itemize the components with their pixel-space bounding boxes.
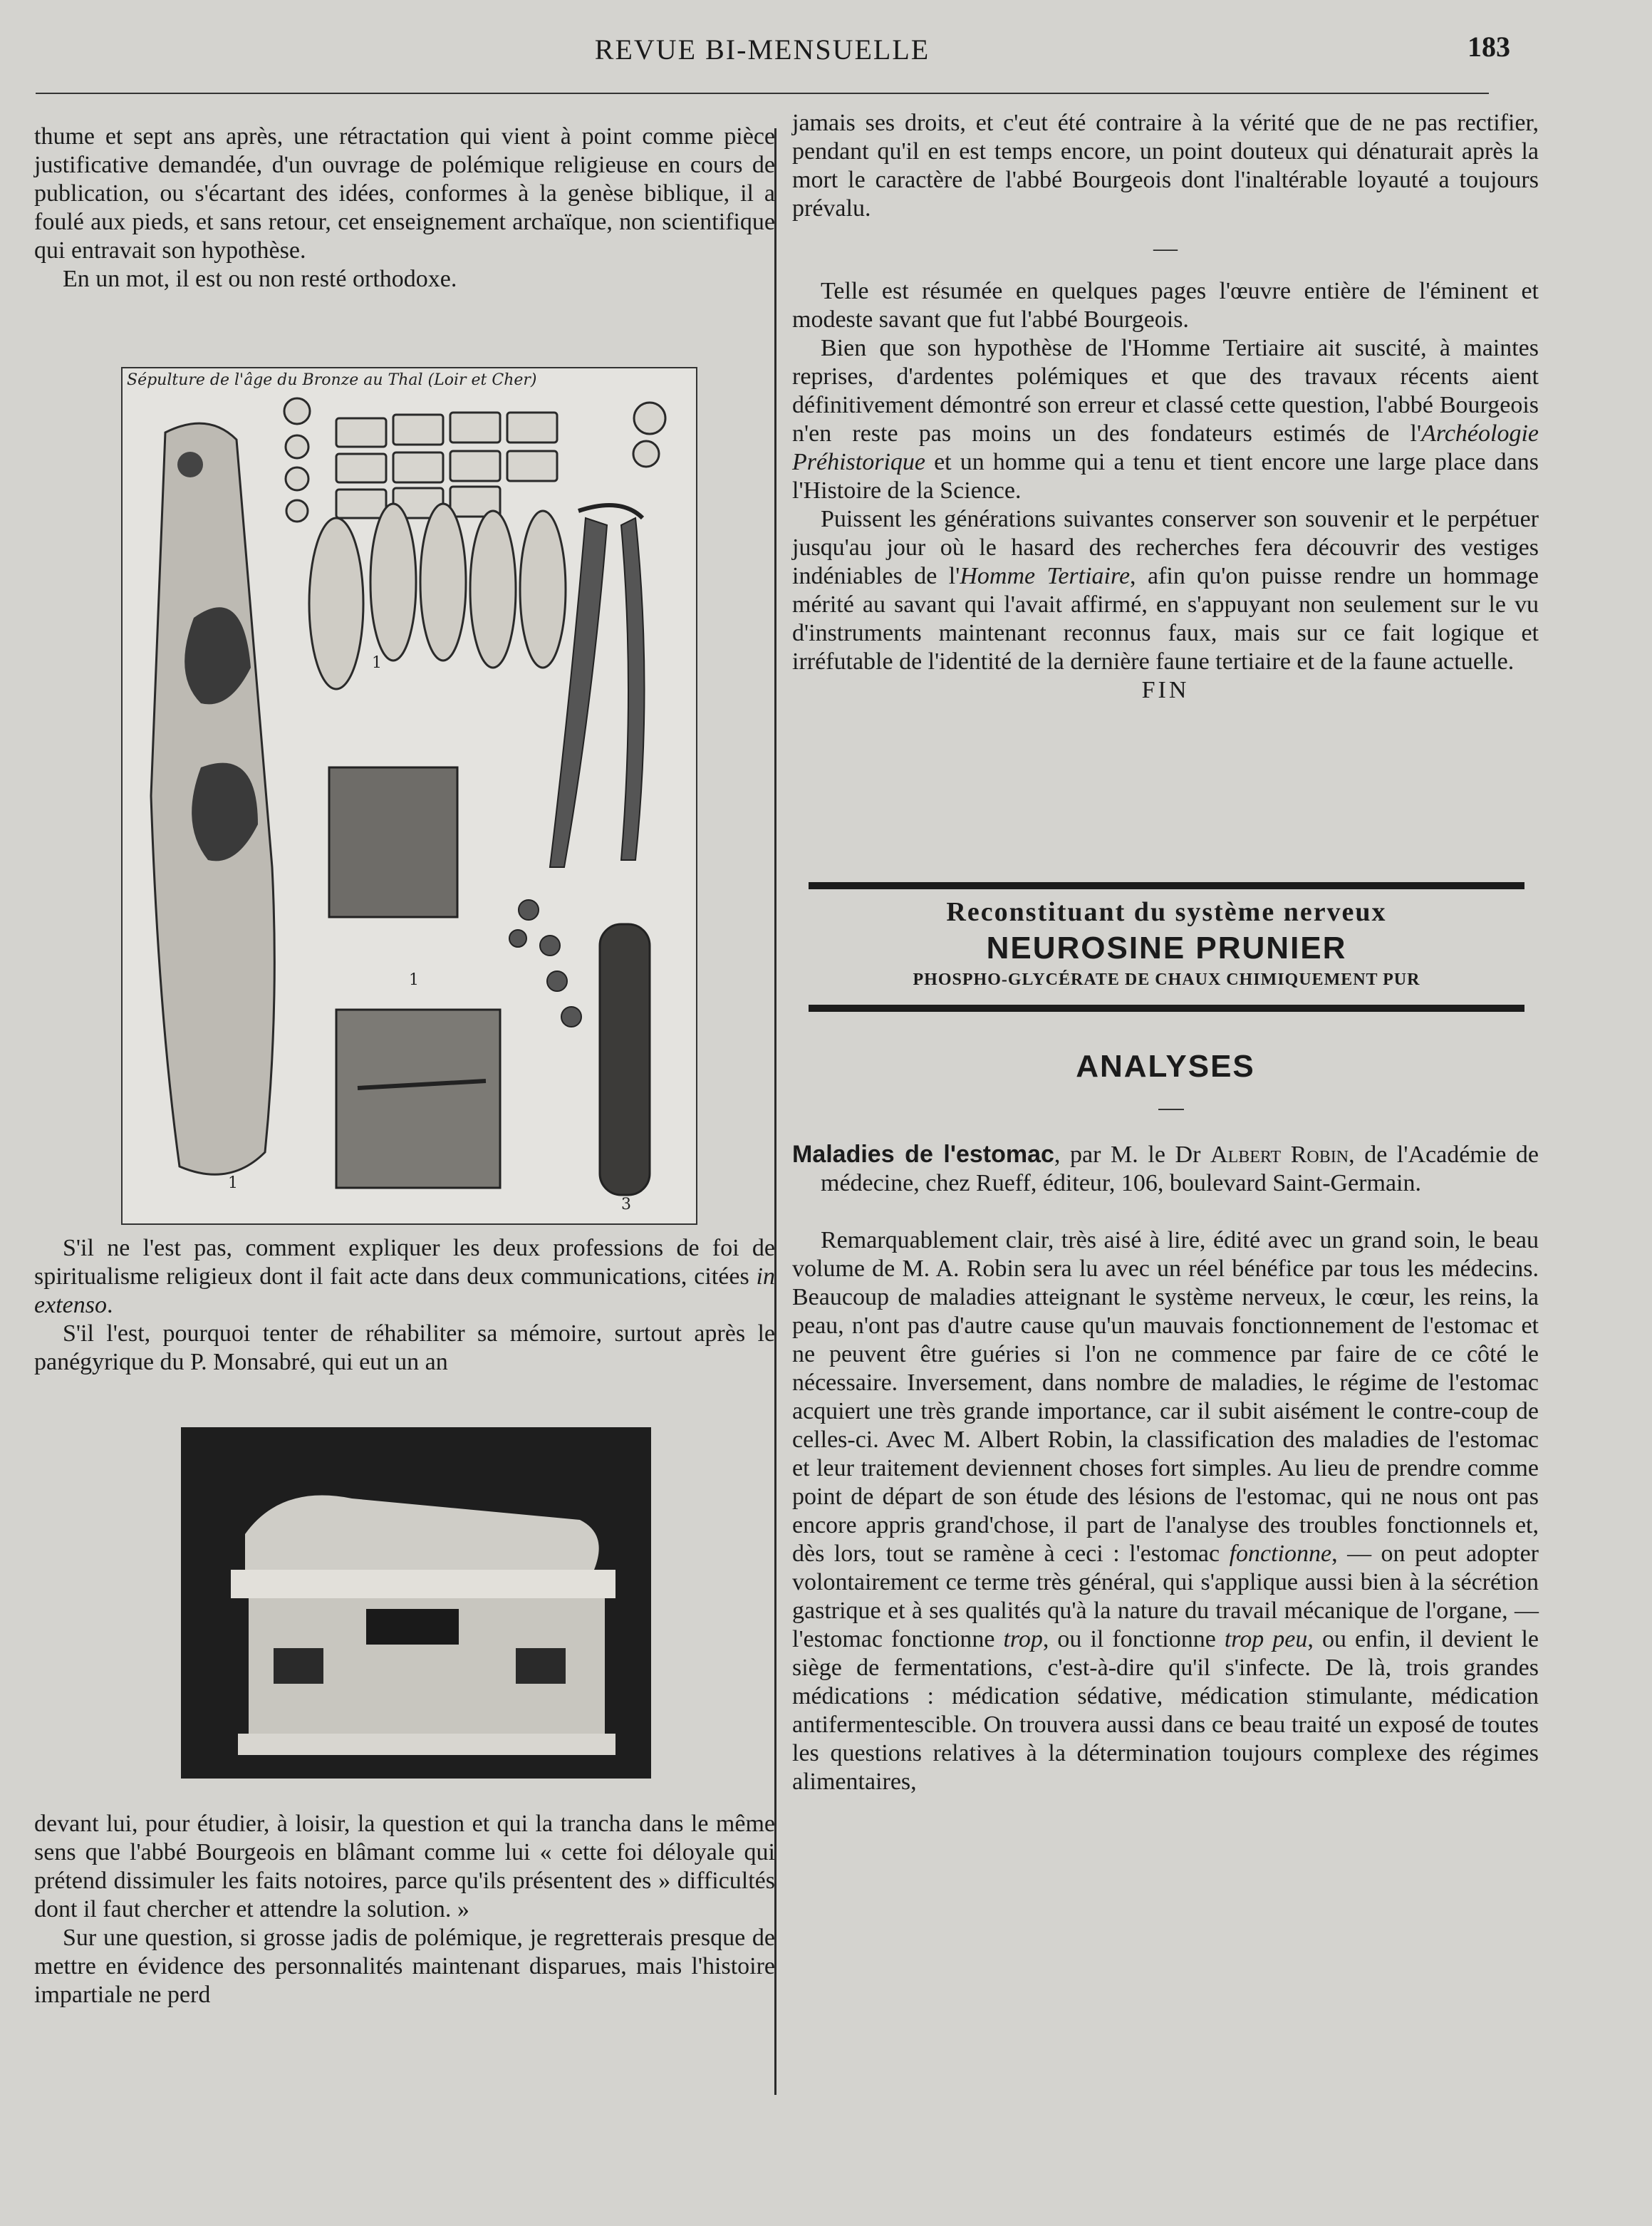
bronze-age-sketch-figure [121,367,697,1225]
sketch-drawing [123,368,696,1223]
page-header [28,29,1510,78]
page-number: 183 [1467,31,1510,63]
right-column-top [792,109,1539,705]
left-column-top [34,123,775,294]
fin-label: FIN [1141,677,1190,703]
figure-caption: Sépulture de l'âge du Bronze au Thal (Loir et Cher) [127,371,537,389]
column-divider [774,128,776,2095]
paragraph: Bien que son hypothèse de l'Homme Tertiaire ait suscité, à maintes reprises, d'ardentes polémiques et que des travaux récents aient définitivement démontré son erreur et classé cette question, l'abbé Bourgeois n'en reste pas moins un des fondateurs estimés de l'Archéologie Préhistorique et un homme qui a tenu et tient encore une large place dans l'Histoire de la Science. [792,335,1539,504]
left-column-bottom [34,1810,775,2009]
ad-tagline: Reconstituant du système nerveux [946,897,1387,927]
header-rule [36,93,1489,94]
svg-text:1: 1 [228,1174,238,1192]
left-column-middle [34,1234,775,1377]
running-title: REVUE BI-MENSUELLE [594,33,930,66]
sarcophagus-photo [181,1427,651,1779]
sarcophagus-image [181,1427,651,1779]
separator-dash: — [1153,235,1178,262]
paragraph: Sur une question, si grosse jadis de polémique, je regretterais presque de mettre en évidence des personnalités maintenant disparues, mais l'histoire impartiale ne perd [34,1925,775,2008]
paragraph: En un mot, il est ou non resté orthodoxe. [63,266,457,292]
advertisement-box [809,882,1524,1025]
section-dash [1158,1109,1184,1110]
svg-text:1: 1 [372,654,382,672]
svg-text:3: 3 [621,1196,631,1213]
paragraph: S'il l'est, pourquoi tenter de réhabiliter sa mémoire, surtout après le panégyrique du P. Monsabré, qui eut un an [34,1320,775,1375]
section-title: ANALYSES [1076,1049,1255,1084]
paragraph: thume et sept ans après, une rétractation qui vient à point comme pièce justificative demandée, d'un ouvrage de polémique religieuse en cours de publication, ou s'écartant des idées, conformes à la genèse biblique, il a foulé aux pieds, et sans retour, cet enseignement archaïque, non scientifique qui entravait son hypothèse. [34,123,775,264]
book-title: Maladies de l'estomac [792,1141,1054,1168]
book-reference: Maladies de l'estomac, par M. le Dr Albert Robin, de l'Académie de médecine, chez Rueff, éditeur, 106, boulevard Saint-Germain. [792,1141,1539,1196]
svg-text:1: 1 [409,971,419,989]
ad-rule-bottom [809,1005,1524,1012]
paragraph: Telle est résumée en quelques pages l'œuvre entière de l'éminent et modeste savant que fut l'abbé Bourgeois. [792,278,1539,333]
ad-rule-top [809,882,1524,889]
right-column-analyses [792,1140,1539,1796]
paragraph: devant lui, pour étudier, à loisir, la question et qui la trancha dans le même sens que l'abbé Bourgeois en blâmant comme lui « cette foi déloyale qui prétend dissimuler les faits notoires, parce qu'ils présentent des » difficultés dont il faut chercher et attendre la solution. » [34,1811,775,1922]
paragraph: Puissent les générations suivantes conserver son souvenir et le perpétuer jusqu'au jour où le hasard des recherches fera découvrir des vestiges indéniables de l'Homme Tertiaire, afin qu'on puisse rendre un hommage mérité au savant qui l'avait affirmé, en s'appuyant non seulement sur le vu d'instruments maintenant reconnus faux, mais sur ce fait logique et irréfutable de l'identité de la dernière faune tertiaire et de la faune actuelle. [792,506,1539,675]
paragraph: jamais ses droits, et c'eut été contraire à la vérité que de ne pas rectifier, pendant qu'il en est temps encore, un point douteux qui dénaturait après la mort le caractère de l'abbé Bourgeois dont l'inaltérable loyauté a toujours prévalu. [792,110,1539,222]
ad-product-description: PHOSPHO-GLYCÉRATE DE CHAUX CHIMIQUEMENT PUR [913,970,1420,989]
ad-product-name: NEUROSINE PRUNIER [986,931,1347,966]
paragraph: S'il ne l'est pas, comment expliquer les deux professions de foi de spiritualisme religieux dont il fait acte dans deux communications, citées in extenso. [34,1235,775,1318]
book-author: Albert Robin [1210,1142,1349,1168]
review-paragraph: Remarquablement clair, très aisé à lire, édité avec un grand soin, le beau volume de M. A. Robin sera lu avec un réel bénéfice par tous les médecins. Beaucoup de maladies atteignant le système nerveux, le cœur, les reins, la peau, n'ont pas d'autre cause qu'un mauvais fonctionnement de l'estomac et ne peuvent être guéries si l'on ne commence par faire de ce côté le nécessaire. Inversement, dans nombre de maladies, le régime de l'estomac acquiert une très grande importance, car il subit aisément le contre-coup de celles-ci. Avec M. Albert Robin, la classification des maladies de l'estomac et leur traitement deviennent choses fort simples. Au lieu de prendre comme point de départ de son étude des lésions de l'estomac, qui ne nous ont pas encore appris grand'chose, il part de l'analyse des troubles fonctionnels et, dès lors, tout se ramène à ceci : l'estomac fonctionne, — on peut adopter volontairement ce terme très général, qui s'applique aussi bien à la sécrétion gastrique et à ses qualités qu'à la nature du travail mécanique de l'organe, — l'estomac fonctionne trop, ou il fonctionne trop peu, ou enfin, il devient le siège de fermentations, c'est-à-dire qu'il s'infecte. De là, trois grandes médications : médication sédative, médication stimulante, médication antifermentescible. On trouvera aussi dans ce beau traité un exposé de toutes les questions relatives à la détermination toujours complexe des régimes alimentaires, [792,1227,1539,1795]
